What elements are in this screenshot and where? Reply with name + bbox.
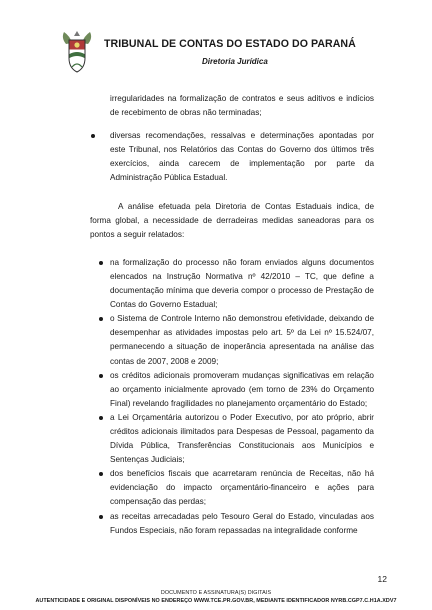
header-subtitle: Diretoria Jurídica xyxy=(202,57,268,66)
list-item xyxy=(90,129,374,185)
document-body xyxy=(90,92,374,538)
footer-line-2: AUTENTICIDADE E ORIGINAL DISPONÍVEIS NO ENDEREÇO WWW.TCE.PR.GOV.BR, MEDIANTE IDENTIFICADOR NYRB.CGP7.C.H1A.XDV7 xyxy=(35,598,397,604)
list-item xyxy=(90,510,374,538)
list-item-text: os créditos adicionais promoveram mudanças significativas em relação ao orçamento inicialmente aprovado (em torno de 23% do Orçamento Final) revelando fragilidades no planejamento orçamentário do Estado; xyxy=(110,370,374,408)
bullet-icon xyxy=(99,317,103,321)
list-item-text: diversas recomendações, ressalvas e determinações apontadas por este Tribunal, nos Relatórios das Contas do Governo dos últimos três exercícios, ainda carecem de implementação por parte da Administração Pública Estadual. xyxy=(110,131,374,183)
list-item xyxy=(90,312,374,368)
list-item-text: o Sistema de Controle Interno não demonstrou efetividade, deixando de desempenhar as atividades impostas pelo art. 5º da Lei nº 15.524/07, permanecendo a situação de inoperância apresentada na análise das contas de 2007, 2008 e 2009; xyxy=(110,314,374,366)
bullet-icon xyxy=(99,416,103,420)
list-item-text: dos benefícios fiscais que acarretaram renúncia de Receitas, não há evidenciação do impacto orçamentário-financeiro e ações para compensação das perdas; xyxy=(110,469,374,507)
page-header xyxy=(60,30,390,80)
list-item-text: na formalização do processo não foram enviados alguns documentos elencados na Instrução Normativa nº 42/2010 – TC, que define a documentação mínima que deveria compor o processo de Prestação de Contas do Governo Estadual; xyxy=(110,257,374,310)
list-item xyxy=(90,369,374,411)
header-title: TRIBUNAL DE CONTAS DO ESTADO DO PARANÁ xyxy=(104,38,356,50)
bullet-icon xyxy=(91,134,95,138)
list-item-text: as receitas arrecadadas pelo Tesouro Geral do Estado, vinculadas aos Fundos Especiais, não foram repassadas na integralidade conforme xyxy=(110,511,374,535)
parana-coat-of-arms-icon xyxy=(60,30,94,74)
bullet-icon xyxy=(99,261,103,265)
list-item xyxy=(90,256,374,312)
footer-line-1: DOCUMENTO E ASSINATURA(S) DIGITAIS xyxy=(160,590,272,596)
continued-text: irregularidades na formalização de contratos e seus aditivos e indícios de recebimento de obras não terminadas; xyxy=(110,94,374,118)
bullet-icon xyxy=(99,374,103,378)
bullet-icon xyxy=(99,515,103,519)
body-paragraph: A análise efetuada pela Diretoria de Contas Estaduais indica, de forma global, a necessidade de derradeiras medidas saneadoras para os pontos a seguir relatados: xyxy=(90,201,374,239)
page-number: 12 xyxy=(377,574,387,584)
list-item xyxy=(90,467,374,509)
list-item xyxy=(90,411,374,467)
list-item-text: a Lei Orçamentária autorizou o Poder Executivo, por ato próprio, abrir créditos adicionais ilimitados para Despesas de Pessoal, pagamento da Dívida Pública, Transferências Constitucionais aos Municípios e Sentenças Judiciais; xyxy=(110,412,374,465)
bullet-icon xyxy=(99,472,103,476)
